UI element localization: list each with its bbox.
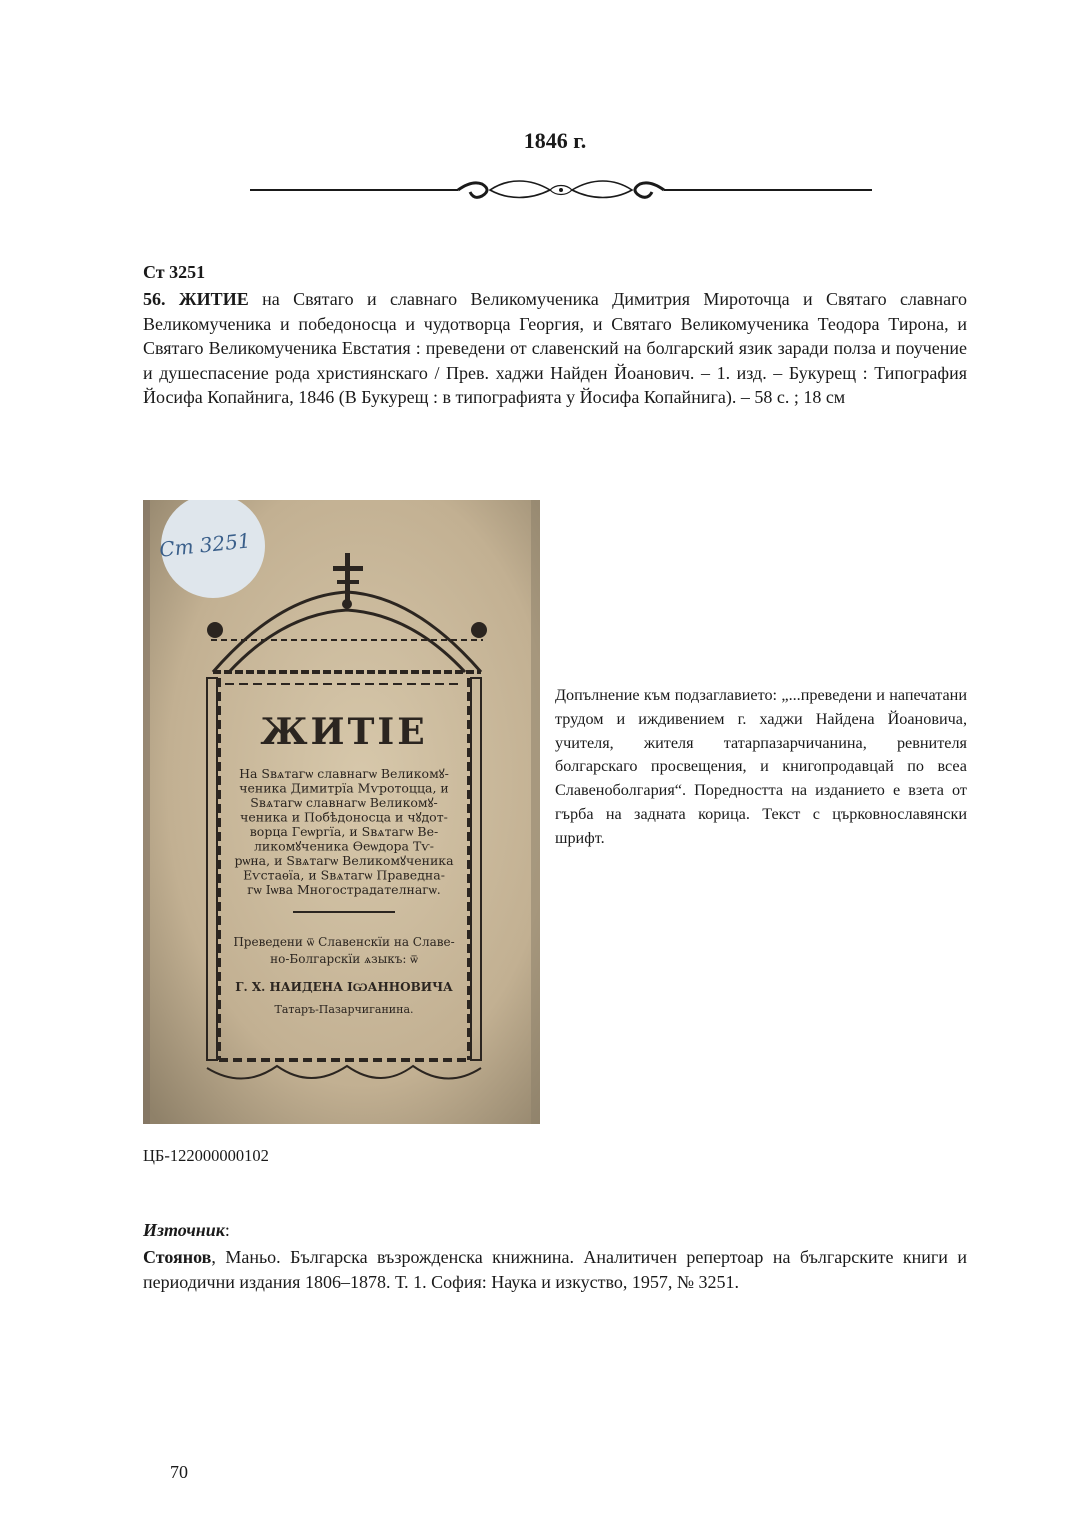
source-label: Източник [143, 1220, 225, 1240]
cover-line: ликомꙋченика Ѳеѡдора Тѵ- [253, 838, 435, 854]
cover-line: рѡна, и Ѕвѧтагѡ Великомꙋченика [234, 853, 454, 868]
entry-title: 56. ЖИТИЕ [143, 289, 249, 309]
sticker-label: Ст 3251 [158, 528, 252, 562]
record-identifier: ЦБ-122000000102 [143, 1146, 269, 1165]
catalog-code: Ст 3251 [143, 262, 206, 282]
cover-line: На Ѕвѧтагѡ славнагѡ Великомꙋ- [239, 766, 449, 781]
cover-translator-name: Г. Х. НАИДЕНА ІѠАННОВИЧА [235, 980, 453, 994]
cover-line: ченика и Побѣдоносца и чꙋдот- [240, 809, 448, 825]
source-heading [143, 1220, 230, 1241]
source-citation [143, 1245, 967, 1294]
source-text: , Маньо. Българска възрожденска книжнина. Аналитичен репертоар на българските книги и периодични издания 1806–1878. Т. 1. София: Наука и изкуство, 1957, № 3251. [143, 1247, 967, 1292]
source-author: Стоянов [143, 1247, 212, 1267]
entry-description [143, 287, 967, 410]
subtitle-note: Допълнение към подзаглавието: „...преведени и напечатани трудом и иждивением г. хаджи Найдена Йоановича, учителя, жителя татарпазарчичанина, ревнителя болгарскаго просвещения, и книгопродавцай по всеа Славеноболгария“. Поредността на изданието е взета от гърба на задната корица. Текст с църковнославянски шрифт. [555, 686, 967, 847]
cover-line: но-Болгарскїи ѧзыкъ: ѿ [270, 952, 418, 966]
year-heading: 1846 г. [523, 128, 587, 153]
page-number: 70 [170, 1462, 188, 1482]
cover-line: ченика Димитрїа Мѵротоцца, и [239, 780, 449, 796]
book-cover-photo [143, 500, 540, 1124]
cover-text-block [234, 766, 454, 897]
source-colon: : [224, 1220, 230, 1240]
cover-line: Ѕвѧтагѡ славнагѡ Великомꙋ- [250, 795, 438, 810]
cover-line: ворца Геѡргїа, и Ѕвѧтагѡ Ве- [249, 824, 439, 839]
ornament-divider [250, 174, 872, 206]
cover-line: Преведени ѿ Славенскїи на Славе- [233, 935, 455, 949]
cover-title: ЖИТIЕ [260, 711, 428, 753]
cover-translator-origin: Татаръ-Пазарчиганина. [274, 1003, 414, 1016]
entry-text: на Святаго и славнаго Великомученика Димитрия Мироточца и Святаго славнаго Великомученика и победоносца и чудотворца Георгия, и Святаго Великомученика Теодора Тирона, и Святаго Великомученика Евстатия : преведени от славенский на болгарский язик заради полза и поучение и душеспасение рода християнскаго / Прев. хаджи Найден Йоанович. – 1. изд. – Букурещ : Типография Йосифа Копайнига, 1846 (В Букурещ : в типографията у Йосифа Копайнига). – 58 с. ; 18 см [143, 289, 968, 408]
cover-line: Еѵстаѳїа, и Ѕвѧтагѡ Праведна- [243, 867, 445, 883]
cover-line: гѡ Іѡва Многострадателнагѡ. [247, 882, 441, 897]
